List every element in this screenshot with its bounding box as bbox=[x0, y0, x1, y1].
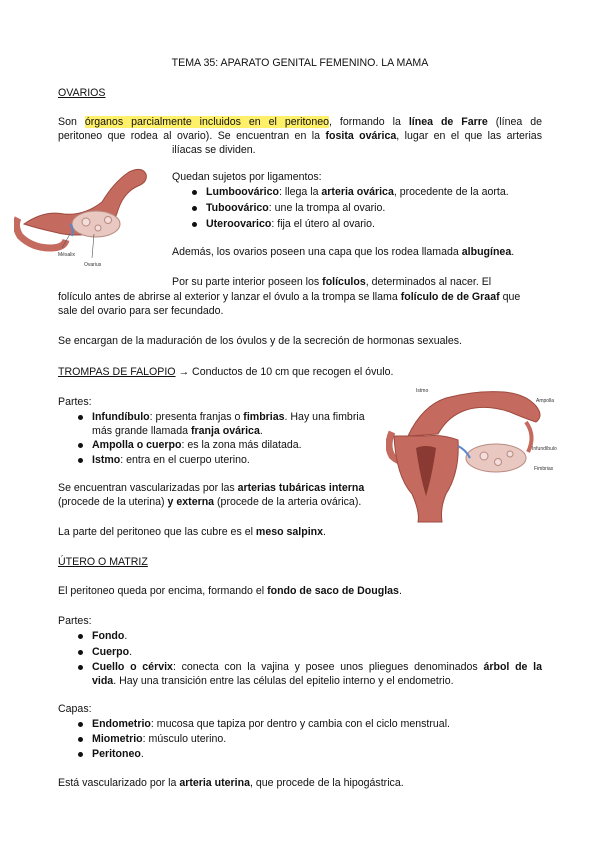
bullet bbox=[192, 190, 197, 195]
bullet bbox=[78, 634, 83, 639]
utero-part-fondo: Fondo. bbox=[92, 630, 128, 642]
ovarios-intro-line2: peritoneo que rodea al ovario). Se encuentran en la fosita ovárica, lugar en el que las arterias bbox=[58, 130, 542, 142]
bullet bbox=[78, 737, 83, 742]
trompas-part-infundibulo-cont: más grande llamada franja ovárica. bbox=[92, 425, 263, 437]
maduracion-text: Se encargan de la maduración de los óvulos y de la secreción de hormonas sexuales. bbox=[58, 335, 462, 347]
trompas-vasc-line1: Se encuentran vascularizadas por las arterias tubáricas interna bbox=[58, 482, 365, 494]
bullet bbox=[78, 752, 83, 757]
ovary-figure-label-2: Ovarius bbox=[84, 262, 102, 268]
foliculos-line1: Por su parte interior poseen los folículos, determinados al nacer. El bbox=[172, 276, 492, 288]
bullet bbox=[78, 458, 83, 463]
uterus-figure-label-4: Fimbrias bbox=[534, 466, 554, 472]
bullet bbox=[78, 722, 83, 727]
ovarios-intro-line1: Son órganos parcialmente incluidos en el peritoneo, formando la línea de Farre (línea de bbox=[58, 116, 542, 128]
capa-endometrio: Endometrio: mucosa que tapiza por dentro y cambia con el ciclo menstrual. bbox=[92, 718, 450, 730]
albuginea-text: Además, los ovarios poseen una capa que los rodea llamada albugínea. bbox=[172, 246, 515, 258]
bullet bbox=[78, 650, 83, 655]
page-title: TEMA 35: APARATO GENITAL FEMENINO. LA MAMA bbox=[171, 57, 429, 69]
section-heading-trompas: TROMPAS DE FALOPIO → Conductos de 10 cm que recogen el óvulo. bbox=[58, 366, 394, 378]
ligament-item-uteroovarico: Uteroovarico: fija el útero al ovario. bbox=[206, 218, 375, 230]
utero-part-cuerpo: Cuerpo. bbox=[92, 646, 133, 658]
ligaments-intro: Quedan sujetos por ligamentos: bbox=[172, 171, 322, 183]
bullet bbox=[78, 665, 83, 670]
section-heading-utero: ÚTERO O MATRIZ bbox=[58, 556, 148, 568]
utero-capas-label: Capas: bbox=[58, 703, 92, 715]
bullet bbox=[78, 415, 83, 420]
utero-part-cuello-cont: vida. Hay una transición entre las células del epitelio interno y el endometrio. bbox=[92, 675, 454, 687]
ligament-item-lumboovarico: Lumboovárico: llega la arteria ovárica, procedente de la aorta. bbox=[206, 186, 509, 198]
bullet bbox=[78, 443, 83, 448]
bullet bbox=[192, 206, 197, 211]
foliculos-line2: folículo antes de abrirse al exterior y lanzar el óvulo a la trompa se llama folículo de de Graaf que bbox=[58, 291, 521, 303]
ovary-figure bbox=[14, 162, 164, 277]
bullet bbox=[192, 222, 197, 227]
uterus-figure-label-1: Istmo bbox=[416, 388, 429, 394]
trompas-vasc-line2: (procede de la uterina) y externa (procede de la arteria ovárica). bbox=[58, 496, 362, 508]
ovary-figure-label-1: Mésalix bbox=[58, 252, 75, 258]
utero-parts-label: Partes: bbox=[58, 615, 92, 627]
foliculos-line3: sale del ovario para ser fecundado. bbox=[58, 305, 224, 317]
capa-peritoneo: Peritoneo. bbox=[92, 748, 144, 760]
trompas-part-istmo: Istmo: entra en el cuerpo uterino. bbox=[92, 454, 250, 466]
uterus-figure bbox=[386, 376, 560, 524]
uterus-figure-label-2: Ampolla bbox=[536, 398, 555, 404]
trompas-part-ampolla: Ampolla o cuerpo: es la zona más dilatada. bbox=[92, 439, 302, 451]
utero-peritoneo-text: El peritoneo queda por encima, formando el fondo de saco de Douglas. bbox=[58, 585, 402, 597]
utero-part-cuello: Cuello o cérvix: conecta con la vajina y posee unos pliegues denominados árbol de la bbox=[92, 661, 542, 673]
uterus-figure-label-3: Infundíbulo bbox=[532, 446, 557, 452]
ligament-item-tuboovarico: Tuboovárico: une la trompa al ovario. bbox=[206, 202, 386, 214]
trompas-part-infundibulo: Infundíbulo: presenta franjas o fimbrias. Hay una fimbria bbox=[92, 411, 365, 423]
utero-vasc-text: Está vascularizado por la arteria uterina, que procede de la hipogástrica. bbox=[58, 777, 404, 789]
ovarios-intro-line3: ilíacas se dividen. bbox=[172, 144, 256, 156]
section-heading-ovarios: OVARIOS bbox=[58, 87, 106, 99]
highlighted-text: órganos parcialmente incluidos en el peritoneo bbox=[84, 116, 329, 128]
capa-miometrio: Miometrio: músculo uterino. bbox=[92, 733, 227, 745]
meso-salpinx-text: La parte del peritoneo que las cubre es el meso salpinx. bbox=[58, 526, 326, 538]
trompas-parts-label: Partes: bbox=[58, 396, 92, 408]
